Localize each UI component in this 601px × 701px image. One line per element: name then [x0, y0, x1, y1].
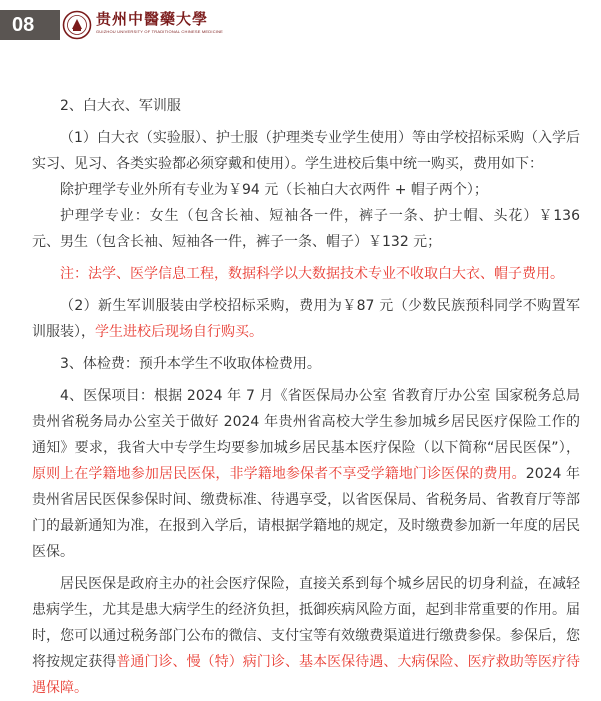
paragraph: [32, 293, 580, 345]
paragraph: [32, 177, 580, 203]
paragraph: [32, 203, 580, 255]
paragraph: [32, 383, 580, 565]
paragraph: [32, 261, 580, 287]
paragraph: [32, 571, 580, 701]
paragraph: [32, 93, 580, 119]
paragraph-text: 4、医保项目：根据 2024 年 7 月《省医保局办公室 省教育厅办公室 国家税务总局贵州省税务局办公室关于做好 2024 年贵州省高校大学生参加城乡居民医疗保险工作的通知》要求，我省大中专学生均要参加城乡居民基本医疗保险（以下简称“居民医保”），: [32, 388, 580, 456]
paragraph-text: 护理学专业：女生（包含长袖、短袖各一件，裤子一条、护士帽、头花）￥136 元、男生（包含长袖、短袖各一件，裤子一条、帽子）￥132 元；: [32, 208, 580, 250]
paragraph-text: 除护理学专业外所有专业为￥94 元（长袖白大衣两件 + 帽子两个）；: [60, 182, 488, 198]
paragraph: [32, 351, 580, 377]
highlighted-text: 普通门诊、慢（特）病门诊、基本医保待遇、大病保险、医疗救助等医疗待遇保障。: [32, 654, 581, 696]
paragraph-text: 居民医保是政府主办的社会医疗保险，直接关系到每个城乡居民的切身利益，在减轻患病学生，尤其是患大病学生的经济负担，抵御疾病风险方面，起到非常重要的作用。届时，您可以通过税务部门公布的微信、支付宝等有效缴费渠道进行缴费参保。参保后，您将按规定获得: [32, 576, 580, 670]
university-seal-icon: [62, 10, 92, 40]
logo-english-name: GUIZHOU UNIVERSITY OF TRADITIONAL CHINESE MEDICINE: [96, 29, 224, 34]
page-number-badge: 08: [0, 10, 60, 40]
logo-chinese-name: 贵州中醫藥大學: [96, 10, 209, 28]
paragraph-text: 2、白大衣、军训服: [60, 98, 181, 114]
document-body: [32, 93, 580, 701]
paragraph: [32, 125, 580, 177]
highlighted-text: 注：法学、医学信息工程，数据科学以大数据技术专业不收取白大衣、帽子费用。: [60, 266, 564, 282]
paragraph-text: （2）新生军训服装由学校招标采购，费用为￥87 元（少数民族预科同学不购置军训服装），: [32, 298, 580, 340]
paragraph-text: 2024 年贵州省居民医保参保时间、缴费标准、待遇享受，以省医保局、省税务局、省教育厅等部门的最新通知为准，在报到入学后，请根据学籍地的规定，及时缴费参加新一年度的居民医保。: [32, 466, 580, 560]
university-logo-text: [96, 12, 223, 34]
paragraph-text: （1）白大衣（实验服）、护士服（护理类专业学生使用）等由学校招标采购（入学后实习、见习、各类实验都必须穿戴和使用）。学生进校后集中统一购买，费用如下：: [32, 130, 580, 172]
highlighted-text: 学生进校后现场自行购买。: [95, 324, 263, 340]
highlighted-text: 原则上在学籍地参加居民医保，非学籍地参保者不享受学籍地门诊医保的费用。: [32, 466, 526, 482]
paragraph-text: 3、体检费：预升本学生不收取体检费用。: [60, 356, 321, 372]
page-header: [0, 0, 601, 48]
